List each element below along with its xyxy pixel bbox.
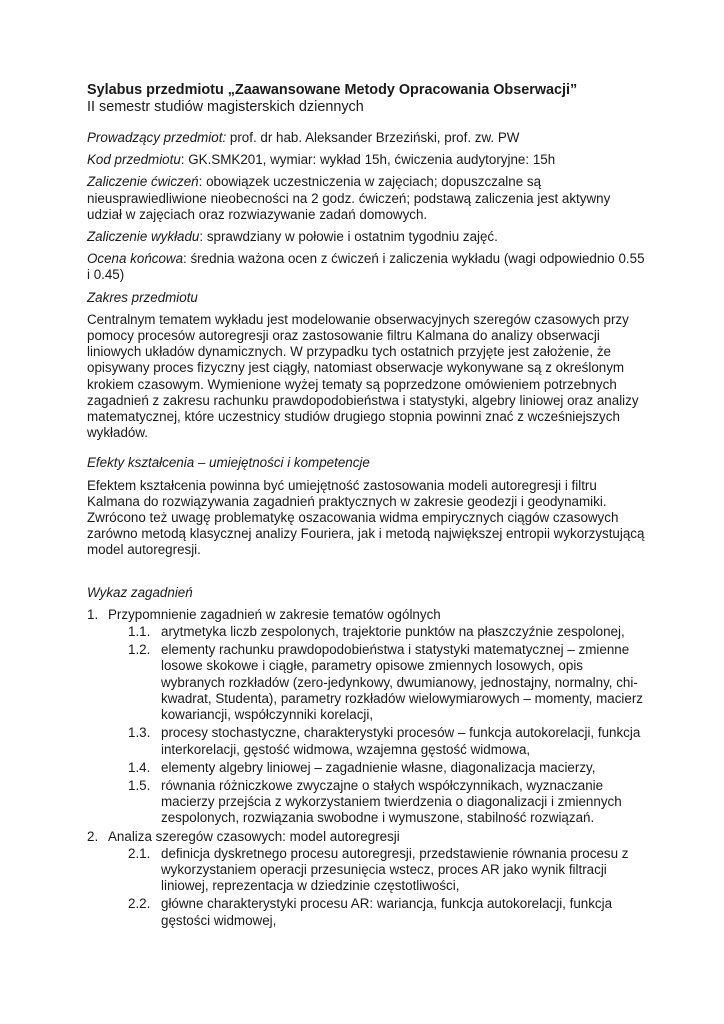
document-title: Sylabus przedmiotu „Zaawansowane Metody Opracowania Obserwacji” (87, 82, 578, 98)
list-item (87, 829, 647, 929)
document-page (87, 82, 647, 931)
document-subtitle: II semestr studiów magisterskich dziennych (87, 99, 364, 115)
subtopics-list (108, 624, 647, 826)
field-label: Zaliczenie ćwiczeń (87, 174, 199, 190)
list-number: 1.3. (128, 725, 151, 741)
field-exercises-credit (87, 174, 647, 223)
list-item-text: Analiza szeregów czasowych: model autoregresji (108, 828, 400, 844)
field-label: Prowadzący przedmiot: (87, 130, 227, 145)
list-number: 1. (87, 606, 99, 622)
list-item (108, 624, 647, 640)
scope-heading: Zakres przedmiotu (87, 289, 198, 305)
topics-list (87, 607, 647, 929)
list-number: 1.2. (128, 642, 151, 658)
field-final-grade (87, 251, 647, 283)
list-item (108, 642, 647, 723)
scope-text: Centralnym tematem wykładu jest modelowanie obserwacyjnych szeregów czasowych przy pomocy procesów autoregresji oraz zastosowanie filtru Kalmana do analizy obserwacji liniowych układów dynamicznych. W przypadku tych ostatnich przyjęte jest założenie, że opisywany proces fizyczny jest ciągły, natomiast obserwacje wykonywane są z określonym krokiem czasowym. Wymienione wyżej tematy są poprzedzone omówieniem potrzebnych zagadnień z zakresu rachunku prawdopodobieństwa i statystyki, algebry liniowej oraz analizy matematycznej, które uczestnicy studiów drugiego stopnia powinni znać z wcześniejszych wykładów. (87, 311, 639, 441)
list-item (108, 778, 647, 827)
list-item (87, 607, 647, 827)
list-item (108, 760, 647, 776)
list-item-text: procesy stochastyczne, charakterystyki procesów – funkcja autokorelacji, funkcja interkorelacji, gęstość widmowa, wzajemna gęstość widmowa, (161, 725, 641, 757)
field-course-code (87, 152, 647, 168)
field-label: Kod przedmiotu (87, 152, 181, 168)
list-number: 1.5. (128, 777, 151, 793)
list-item-text: elementy rachunku prawdopodobieństwa i statystyki matematycznej – zmienne losowe skokowe i ciągłe, parametry opisowe zmiennych losowych, opis wybranych rozkładów (zero-jedynkowy, dwumianowy, jednostajny, normalny, chi-kwadrat, Studenta), parametry rozkładów wielowymiarowych – momenty, macierz kowariancji, współczynniki korelacji, (161, 642, 643, 723)
field-label: Ocena końcowa (87, 251, 184, 267)
list-item-text: elementy algebry liniowej – zagadnienie własne, diagonalizacja macierzy, (161, 759, 596, 775)
field-value: : sprawdziany w połowie i ostatnim tygodniu zajęć. (199, 229, 498, 245)
list-item (108, 846, 647, 895)
outcomes-text: Efektem kształcenia powinna być umiejętność zastosowania modeli autoregresji i filtru Kalmana do rozwiązywania zagadnień praktycznych w zakresie geodezji i geodynamiki. Zwrócono też uwagę problematykę oszacowania widma empirycznych ciągów czasowych zarówno metodą klasycznej analizy Fouriera, jak i metodą największej entropii wykorzystującą model autoregresji. (87, 477, 645, 558)
outcomes-heading: Efekty kształcenia – umiejętności i kompetencje (87, 455, 370, 471)
field-lecturer (87, 130, 647, 146)
field-value: : średnia ważona ocen z ćwiczeń i zaliczenia wykładu (wagi odpowiednio 0.55 i 0.45) (87, 251, 645, 283)
field-value: prof. dr hab. Aleksander Brzeziński, prof. zw. PW (226, 130, 520, 145)
list-item-text: równania różniczkowe zwyczajne o stałych współczynnikach, wyznaczanie macierzy przejścia z wykorzystaniem twierdzenia o diagonalizacji i zmiennych zespolonych, rozwiązania swobodne i wymuszone, stabilność rozwiązań. (161, 777, 622, 826)
list-item-text: definicja dyskretnego procesu autoregresji, przedstawienie równania procesu z wykorzystaniem operacji przesunięcia wstecz, proces AR jako wynik filtracji liniowej, reprezentacja w dziedzinie częstotliwości, (161, 845, 629, 894)
list-item-text: Przypomnienie zagadnień w zakresie tematów ogólnych (108, 606, 441, 622)
list-item (108, 725, 647, 757)
topics-heading: Wykaz zagadnień (87, 584, 193, 600)
field-lecture-credit (87, 229, 647, 245)
field-value: : obowiązek uczestniczenia w zajęciach; dopuszczalne są nieusprawiedliwione nieobecności na 2 godz. ćwiczeń; podstawą zaliczenia jest aktywny udział w zajęciach oraz rozwiazywanie zadań domowych. (87, 174, 611, 222)
list-number: 2.2. (128, 896, 151, 912)
field-value: : GK.SMK201, wymiar: wykład 15h, ćwiczenia audytoryjne: 15h (180, 152, 556, 168)
subtopics-list (108, 846, 647, 929)
list-number: 1.1. (128, 624, 151, 640)
list-item (108, 896, 647, 928)
list-item-text: główne charakterystyki procesu AR: wariancja, funkcja autokorelacji, funkcja gęstości widmowej, (161, 896, 613, 928)
list-number: 1.4. (128, 759, 151, 775)
field-label: Zaliczenie wykładu (87, 229, 200, 245)
list-number: 2.1. (128, 845, 151, 861)
list-item-text: arytmetyka liczb zespolonych, trajektorie punktów na płaszczyźnie zespolonej, (161, 624, 625, 640)
list-number: 2. (87, 828, 99, 844)
